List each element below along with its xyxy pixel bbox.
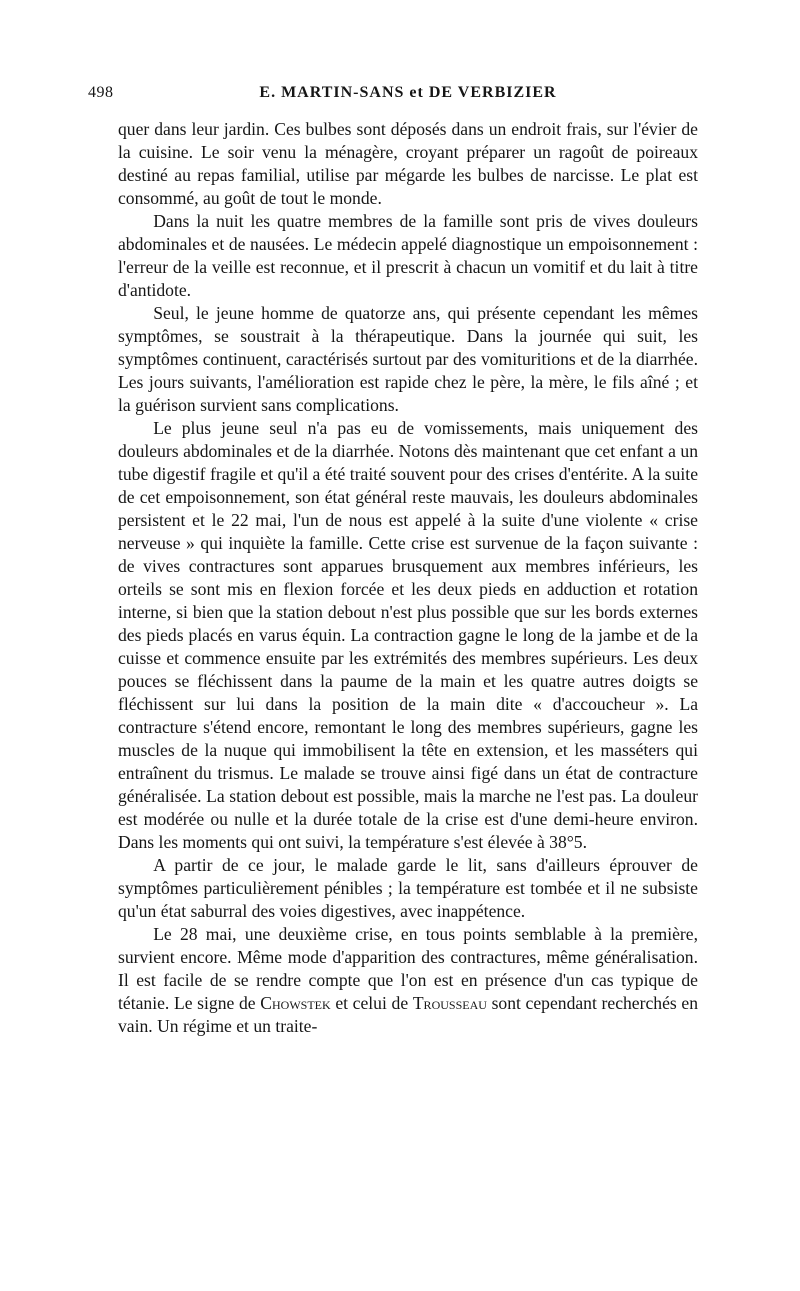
paragraph: Dans la nuit les quatre membres de la famille sont pris de vives douleurs abdominales et de nausées. Le médecin appelé diagnostique un empoisonnement : l'erreur de la veille est reconnue, et il prescrit à chacun un vomitif et du lait à titre d'antidote. bbox=[118, 211, 698, 300]
document-page bbox=[88, 84, 699, 1038]
paragraph-last bbox=[118, 923, 698, 1038]
paragraph-continued: quer dans leur jardin. Ces bulbes sont déposés dans un endroit frais, sur l'évier de la cuisine. Le soir venu la ménagère, croyant préparer un ragoût de poireaux destiné au repas familial, utilise par mégarde les bulbes de narcisse. Le plat est consommé, au goût de tout le monde. bbox=[118, 119, 698, 208]
paragraph-last-text: Le 28 mai, une deuxième crise, en tous points semblable à la première, survient encore. Même mode d'apparition des contractures, même généralisation. Il est facile de se rendre compte que l'on est en présence d'un cas typique de tétanie. Le signe de bbox=[118, 924, 698, 1013]
page-number: 498 bbox=[88, 84, 114, 101]
paragraph-last-middle: et celui de bbox=[330, 993, 413, 1013]
author-name-trousseau: Trousseau bbox=[412, 993, 487, 1013]
paragraph: A partir de ce jour, le malade garde le lit, sans d'ailleurs éprouver de symptômes particulièrement pénibles ; la température est tombée et il ne subsiste qu'un état saburral des voies digestives, avec inappétence. bbox=[118, 855, 698, 921]
body-text bbox=[118, 118, 698, 1038]
paragraph: Le plus jeune seul n'a pas eu de vomissements, mais uniquement des douleurs abdominales et de la diarrhée. Notons dès maintenant que cet enfant a un tube digestif fragile et qu'il a été traité souvent pour des crises d'entérite. A la suite de cet empoisonnement, son état général reste mauvais, les douleurs abdominales persistent et le 22 mai, l'un de nous est appelé à la suite d'une violente « crise nerveuse » qui inquiète la famille. Cette crise est survenue de la façon suivante : de vives contractures sont apparues brusquement aux membres inférieurs, les orteils se sont mis en flexion forcée et les deux pieds en adduction et rotation interne, si bien que la station debout n'est plus possible que sur les bords externes des pieds placés en varus équin. La contraction gagne le long de la jambe et de la cuisse et commence ensuite par les extrémités des membres supérieurs. Les deux pouces se fléchissent dans la paume de la main et les quatre autres doigts se fléchissent sur lui dans la position de la main dite « d'accoucheur ». La contracture s'étend encore, remontant le long des membres supérieurs, gagne les muscles de la nuque qui immobilisent la tête en extension, et les masséters qui entraînent du trismus. Le malade se trouve ainsi figé dans un état de contracture généralisée. La station debout est possible, mais la marche ne l'est pas. La douleur est modérée ou nulle et la durée totale de la crise est d'une demi-heure environ. Dans les moments qui ont suivi, la température s'est élevée à 38°5. bbox=[118, 418, 698, 852]
running-title: E. MARTIN-SANS et DE VERBIZIER bbox=[259, 84, 557, 101]
paragraph: Seul, le jeune homme de quatorze ans, qui présente cependant les mêmes symptômes, se soustrait à la thérapeutique. Dans la journée qui suit, les symptômes continuent, caractérisés surtout par des vomituritions et de la diarrhée. Les jours suivants, l'amélioration est rapide chez le père, la mère, le fils aîné ; et la guérison survient sans complications. bbox=[118, 303, 698, 415]
paragraph-last-end: sont cependant recherchés en vain. Un régime et un traite- bbox=[118, 993, 699, 1036]
running-header bbox=[88, 84, 698, 110]
author-name-chvostek: Chowstek bbox=[260, 993, 331, 1013]
